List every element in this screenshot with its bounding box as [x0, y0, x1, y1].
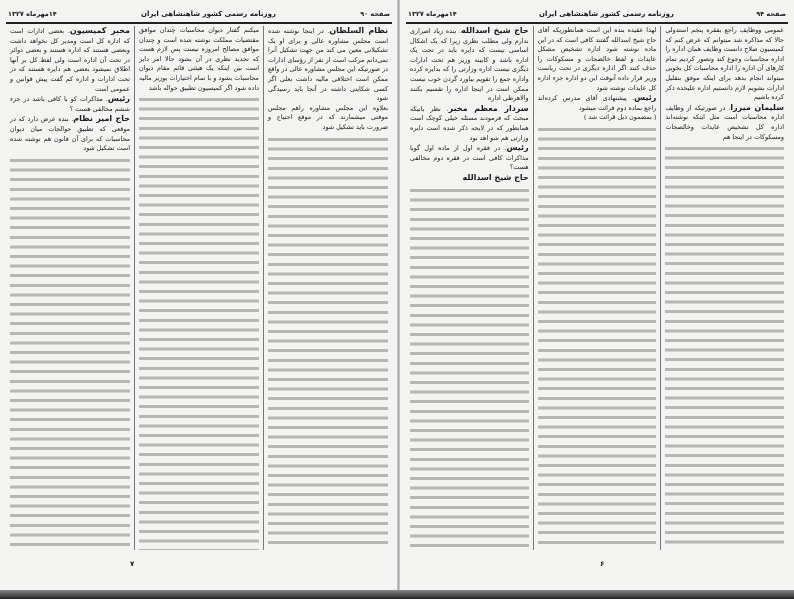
paragraph-text: . بعضی ادارات است که اداره کل است ومدیر کل نخواهد داشت وبعضی هستند که اداره هستند و بعضی دوائر در تحت آن اداره است ولی لفظ کل بر آنها اطلاق نمیشود بعضی هم دایره هستند که در تحت ادارات و اداره کم گفت پیش قوانین و عمومی است	[10, 27, 130, 93]
scan-edge	[0, 590, 794, 599]
newspaper-title: روزنامه رسمی کشور شاهنشاهی ایران	[141, 10, 276, 18]
text-column	[534, 26, 662, 550]
columns	[6, 26, 392, 550]
speaker-name: نظام السلطان	[329, 26, 388, 35]
page-number: صفحه ۹۰	[360, 10, 390, 18]
header-rule	[406, 22, 788, 24]
paragraph-text: . بنده زیاد اصراری ندارم ولی مطلب نظری زیرا که یک اشکال اساسی نیست که دایره باید در تحت یک اداره باشد و کابینه وزیر هم تحت ادارات دیگری نیست اداره وزارتی را که بدایره کرده واداره جمع را تقویم بیاورد گردن خوب نیست ممکن است در اینجا اداره را تقسیم بکنند والاهرطی اداره	[409, 27, 529, 103]
paragraph	[10, 26, 130, 94]
paragraph	[538, 26, 657, 93]
paragraph	[665, 26, 784, 103]
text-column	[661, 26, 788, 550]
paragraph	[665, 103, 784, 142]
paragraph-text: . نظر بانیکه مبحث که فرمودند مسئله خیلی کوچک است همانطور که در لایحه ذکر شده است دایره وزارتی هم شو اهد بود	[409, 104, 529, 142]
columns	[406, 26, 788, 550]
text-column	[6, 26, 135, 550]
paragraph	[10, 94, 130, 114]
continued-text-block	[10, 156, 130, 550]
header-rule	[6, 22, 392, 24]
paragraph-text: لهذا عقیده بنده این است همانطوریکه آقای حاج شیخ اسدالله گفتند کافی است که در این ماده نوشته شود اداره تشخیص مشکل عایدات و لفظ خالصجات و مسکوکات را حذف کنند اگر اداره دیگری در تحت ریاست وزیر قرار داده آنوقت این دو اداره جزء اداره کل عایدات نوشته شود	[537, 26, 657, 92]
issue-date: ۱۴مهرماه ۱۳۲۷	[8, 10, 57, 18]
paragraph-text: . در اینجا نوشته شده است مجلس مشاوره عالی و برای او یک تشکیلاتی معین می کند من جهت تشکیل آنرا نمی‌دانم مرکب است از نفر از رؤسای ادارات در صورتیکه این مجلس مشاوره عالی در واقع ممکن است اختلافی مالیه داشت بعلی اگر کسی شکایتی داشته در آنجا باید رسیدگی شود	[268, 27, 388, 103]
paragraph-text: میکنم گفتار دیوان محاسبات چندان موافق مقتضیات مملکت نوشته شده است و چندان موافق مصالح امروزه نیست پس لازم هست که تجدید نظری در آن بشود حالا امر دایر است بین اینکه یک هیئتی قائم مقام دیوان محاسبات بشود و با تمام اختیارات بوزیر مالیه داده شود اگر کمیسیون تطبیق حواله باشد	[139, 26, 259, 92]
text-column	[264, 26, 392, 550]
paragraph-text: ( بمضمون ذیل قرائت شد )	[583, 113, 657, 122]
page-header	[8, 8, 390, 20]
text-column	[135, 26, 264, 550]
paragraph-text: . پیشنهادی آقای مدرس کرده‌اند راجع بماده دوم قرائت میشود	[537, 94, 657, 112]
paragraph	[268, 26, 388, 104]
paragraph	[538, 93, 657, 113]
paragraph	[10, 114, 130, 153]
paragraph	[410, 173, 529, 184]
speaker-name: حاج شیخ اسدالله	[462, 172, 529, 182]
paragraph-text: بعلاوه این مجلس مشاوره راهم مجلس موقتی میشمارند که در موقع احتیاج و ضرورت باید تشکیل شود	[268, 103, 388, 131]
continued-text-block	[139, 95, 259, 550]
paragraph	[268, 104, 388, 133]
speaker-name: سلیمان میرزا	[730, 102, 784, 112]
continued-text-block	[410, 186, 529, 551]
continued-text-block	[665, 144, 784, 550]
footer-number: ۷	[130, 560, 135, 568]
speaker-name: رئیس	[634, 93, 657, 103]
paragraph	[139, 26, 259, 93]
page-number: صفحه ۹۴	[756, 10, 786, 18]
right-page	[400, 0, 794, 590]
newspaper-title: روزنامه رسمی کشور شاهنشاهی ایران	[539, 10, 674, 18]
speaker-name: رئیس	[506, 143, 529, 153]
page-header	[408, 8, 786, 20]
speaker-name: رئیس	[107, 94, 130, 104]
text-column	[406, 26, 534, 550]
paragraph	[410, 26, 529, 104]
speaker-name: حاج امیر نظام	[73, 114, 130, 124]
paragraph-text: . در صورتیکه از وظایف اداره محاسبات است مثل اینکه نوشته‌اند اداره کل تشخیص عایدات وخالصجات ومسکوکات در اینجا هم	[665, 103, 784, 141]
paragraph-text: . بنده عرض دارد که در موقعی که تطبیق حوالجات میان دیوان محاسبات که برای آن قانون هم نوشته شده است تشکیل شود	[10, 115, 130, 153]
paragraph-text: . مذاکرات کو با کافی باشد در جزء ششم مخالفی هست ؟	[10, 95, 130, 113]
issue-date: ۱۴مهرماه ۱۳۲۷	[408, 10, 457, 18]
speaker-name: حاج شیخ اسدالله	[461, 26, 529, 35]
footer-number: ۶	[600, 560, 605, 568]
paragraph	[410, 104, 529, 143]
speaker-name: مخبر کمیسیون	[69, 26, 130, 35]
paragraph	[538, 113, 657, 123]
continued-text-block	[268, 135, 388, 550]
continued-text-block	[538, 125, 657, 550]
left-page	[0, 0, 398, 590]
speaker-name: سردار معظم مخبر	[448, 103, 529, 113]
paragraph-text: . در فقره اول از ماده اول گویا مذاکرات کافی است در فقره دوم مخالفی هست؟	[409, 144, 529, 172]
paragraph	[410, 143, 529, 173]
paragraph-text: عمومی ووظایف راجع بفقره پنجم استدولی حالا که مذاکره شد میتوانم که عرض کنم که کمیسیون صلاح دانست وظایف همان اداره را اداره محاسبات وجوع کند وتصور کردیم تمام کارهای آن اداره را اداره محاسبات کل بخوبی میتواند انجام بدهد برای اینکه موفق بتقلیل ادارات بشویم لازم دانستیم اداره علیحده ذکر کرده باشیم	[665, 26, 784, 102]
